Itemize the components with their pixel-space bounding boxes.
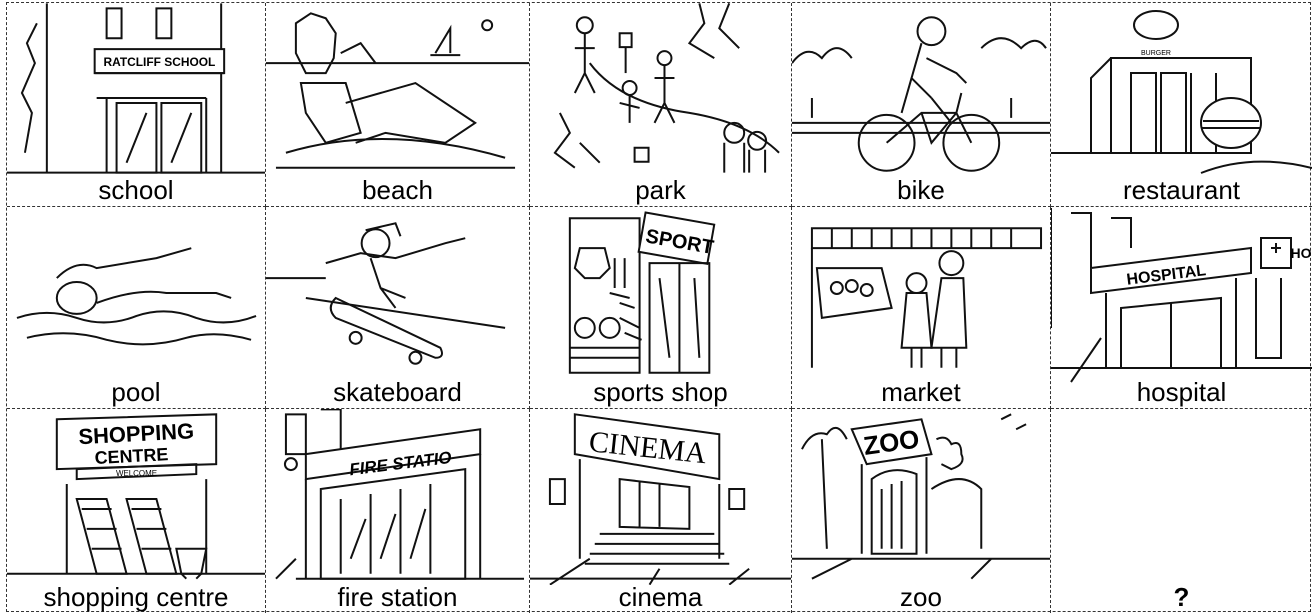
shopping-centre-sign: SHOPPING (77, 418, 195, 450)
card-label: restaurant (1122, 175, 1241, 205)
card-sports-shop (530, 207, 792, 409)
school-sign: RATCLIFF SCHOOL (103, 55, 216, 70)
card-label: bike (897, 175, 945, 205)
market-illustration (792, 207, 1050, 383)
card-hospital (1051, 207, 1312, 409)
card-label: fire station (337, 582, 458, 612)
card-market (792, 207, 1051, 409)
card-beach (266, 3, 530, 207)
card-shopping-centre (7, 409, 266, 613)
school-illustration (7, 3, 265, 179)
card-zoo (792, 409, 1051, 613)
card-label: zoo (900, 582, 942, 612)
card-label: sports shop (593, 377, 728, 407)
cinema-illustration (530, 409, 791, 585)
zoo-sign: ZOO (861, 425, 922, 461)
card-label: shopping centre (43, 582, 229, 612)
card-label: cinema (618, 582, 703, 612)
beach-illustration (266, 3, 529, 179)
hospital-sign: HOSPITAL (1125, 262, 1207, 289)
card-cinema (530, 409, 792, 613)
hospital-illustration (1051, 207, 1312, 383)
card-label: pool (111, 377, 161, 407)
question-mark-label: ? (1173, 582, 1190, 612)
shopping-centre-sign-3: WELCOME (115, 469, 158, 479)
card-label: skateboard (333, 377, 462, 407)
fire-station-sign: FIRE STATIO (348, 447, 453, 480)
skateboard-illustration (266, 207, 529, 383)
card-question (1051, 409, 1312, 613)
card-fire-station (266, 409, 530, 613)
hospital-sign-2: HO (1290, 245, 1312, 261)
sports-shop-illustration (530, 207, 791, 383)
sports-shop-sign: SPORT (643, 225, 716, 259)
card-park (530, 3, 792, 207)
restaurant-sign: BURGER (1141, 50, 1171, 57)
shopping-centre-illustration (7, 409, 265, 585)
fire-station-illustration (266, 409, 529, 585)
vocabulary-card-grid (6, 2, 1311, 612)
pool-illustration (7, 207, 265, 383)
bike-illustration (792, 3, 1050, 179)
card-pool (7, 207, 266, 409)
cinema-sign: CINEMA (587, 425, 709, 471)
card-label: school (98, 175, 174, 205)
card-label: park (635, 175, 686, 205)
card-bike (792, 3, 1051, 207)
restaurant-illustration (1051, 3, 1312, 179)
park-illustration (530, 3, 791, 179)
card-restaurant (1051, 3, 1312, 207)
card-label: beach (362, 175, 433, 205)
shopping-centre-sign-2: CENTRE (94, 444, 169, 469)
zoo-illustration (792, 409, 1050, 585)
card-label: hospital (1136, 377, 1227, 407)
card-label: market (881, 377, 961, 407)
card-school (7, 3, 266, 207)
card-skateboard (266, 207, 530, 409)
